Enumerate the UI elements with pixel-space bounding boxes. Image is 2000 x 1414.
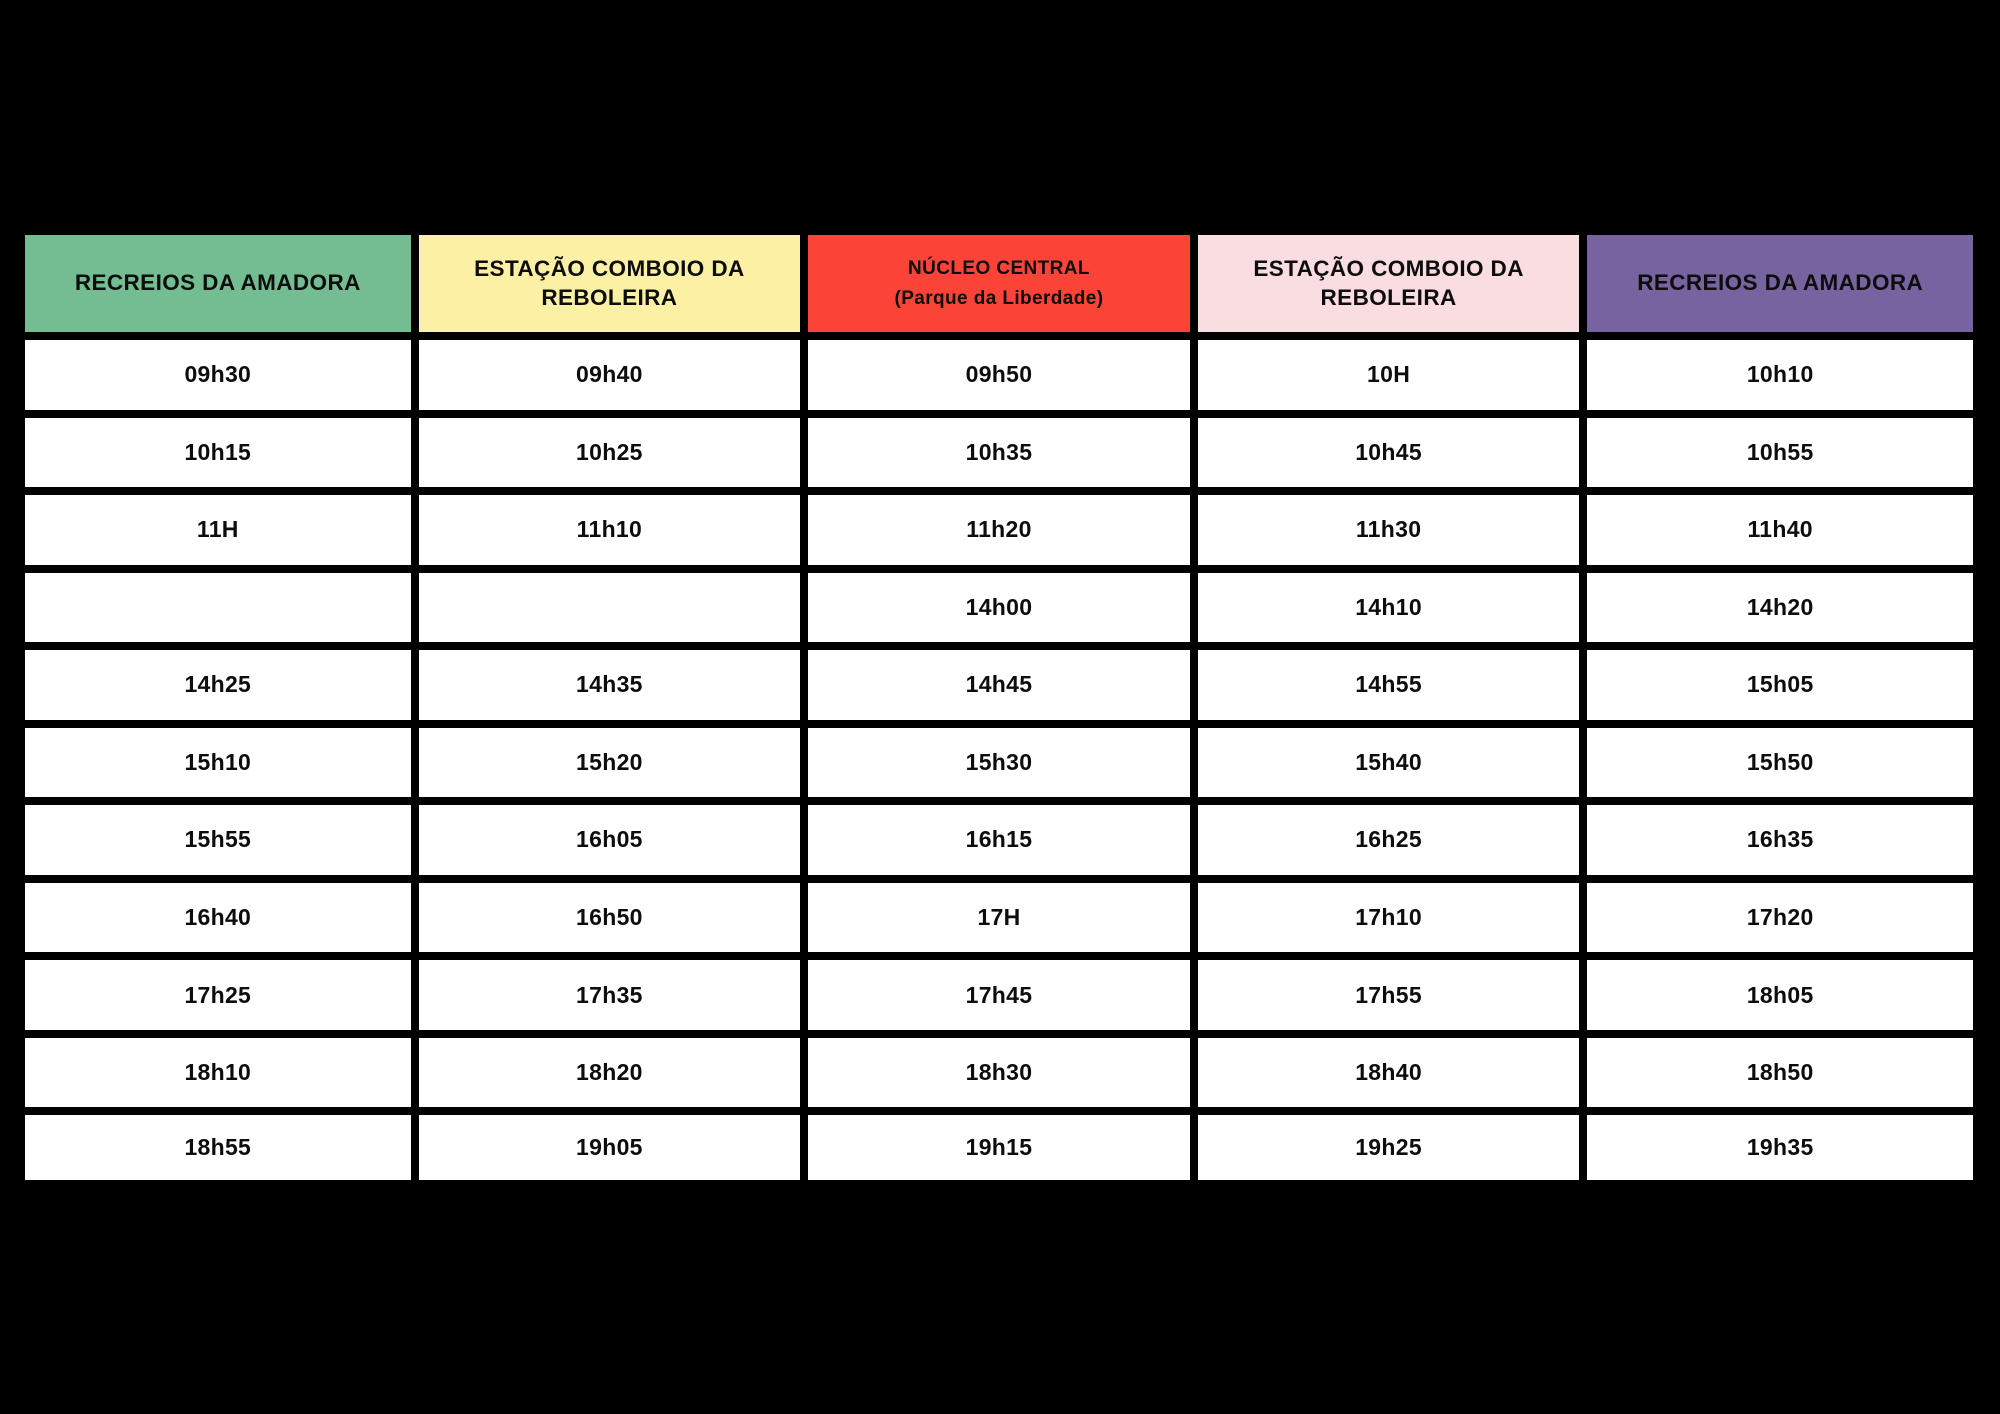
timetable-row [25,491,1973,569]
time-cell: 16h25 [1194,801,1584,879]
time-cell: 19h35 [1583,1111,1973,1180]
timetable-row [25,646,1973,724]
time-cell: 11H [25,491,415,569]
time-cell: 15h30 [804,724,1194,802]
time-cell: 09h40 [415,336,805,414]
header-sublabel: (Parque da Liberdade) [894,287,1104,309]
time-cell: 11h10 [415,491,805,569]
time-cell: 18h05 [1583,956,1973,1034]
header-estacao-comboio-reboleira-return [1194,235,1584,336]
time-cell: 14h10 [1194,569,1584,647]
header-label: NÚCLEO CENTRAL [908,258,1090,280]
time-cell: 16h05 [415,801,805,879]
timetable-row [25,956,1973,1034]
header-nucleo-central [804,235,1194,336]
bus-timetable [25,235,1973,1180]
time-cell: 15h10 [25,724,415,802]
time-cell: 10h45 [1194,414,1584,492]
header-label: RECREIOS DA AMADORA [74,270,361,296]
time-cell: 10h35 [804,414,1194,492]
time-cell: 17h25 [25,956,415,1034]
time-cell: 10h15 [25,414,415,492]
time-cell: 09h50 [804,336,1194,414]
time-cell: 10h25 [415,414,805,492]
time-cell: 14h35 [415,646,805,724]
time-cell: 15h05 [1583,646,1973,724]
header-label: ESTAÇÃO COMBOIO DA REBOLEIRA [474,256,745,310]
time-cell: 16h15 [804,801,1194,879]
time-cell: 14h45 [804,646,1194,724]
time-cell: 15h40 [1194,724,1584,802]
timetable-row [25,414,1973,492]
time-cell: 15h50 [1583,724,1973,802]
header-recreios-da-amadora-outbound [25,235,415,336]
header-estacao-comboio-reboleira-outbound [415,235,805,336]
timetable-row [25,569,1973,647]
time-cell: 17h45 [804,956,1194,1034]
header-label: ESTAÇÃO COMBOIO DA REBOLEIRA [1253,256,1524,310]
time-cell: 10H [1194,336,1584,414]
time-cell: 17h20 [1583,879,1973,957]
time-cell: 15h55 [25,801,415,879]
time-cell: 18h40 [1194,1034,1584,1112]
time-cell: 18h10 [25,1034,415,1112]
time-cell: 11h30 [1194,491,1584,569]
empty-cell [415,569,805,647]
time-cell: 10h10 [1583,336,1973,414]
time-cell: 18h20 [415,1034,805,1112]
timetable-row [25,801,1973,879]
time-cell: 19h25 [1194,1111,1584,1180]
timetable-row [25,1111,1973,1180]
timetable-header [25,235,1973,336]
header-label: RECREIOS DA AMADORA [1637,270,1924,296]
time-cell: 17H [804,879,1194,957]
time-cell: 19h05 [415,1111,805,1180]
time-cell: 18h30 [804,1034,1194,1112]
time-cell: 14h55 [1194,646,1584,724]
time-cell: 14h20 [1583,569,1973,647]
time-cell: 14h25 [25,646,415,724]
time-cell: 11h20 [804,491,1194,569]
header-recreios-da-amadora-return [1583,235,1973,336]
time-cell: 15h20 [415,724,805,802]
header-row [25,235,1973,336]
time-cell: 18h55 [25,1111,415,1180]
time-cell: 16h50 [415,879,805,957]
time-cell: 16h35 [1583,801,1973,879]
time-cell: 17h10 [1194,879,1584,957]
time-cell: 19h15 [804,1111,1194,1180]
time-cell: 16h40 [25,879,415,957]
time-cell: 11h40 [1583,491,1973,569]
timetable-row [25,879,1973,957]
time-cell: 14h00 [804,569,1194,647]
timetable-container [25,235,1973,1180]
time-cell: 09h30 [25,336,415,414]
timetable-row [25,1034,1973,1112]
empty-cell [25,569,415,647]
timetable-row [25,724,1973,802]
time-cell: 10h55 [1583,414,1973,492]
time-cell: 17h55 [1194,956,1584,1034]
timetable-body [25,336,1973,1180]
timetable-row [25,336,1973,414]
time-cell: 18h50 [1583,1034,1973,1112]
time-cell: 17h35 [415,956,805,1034]
